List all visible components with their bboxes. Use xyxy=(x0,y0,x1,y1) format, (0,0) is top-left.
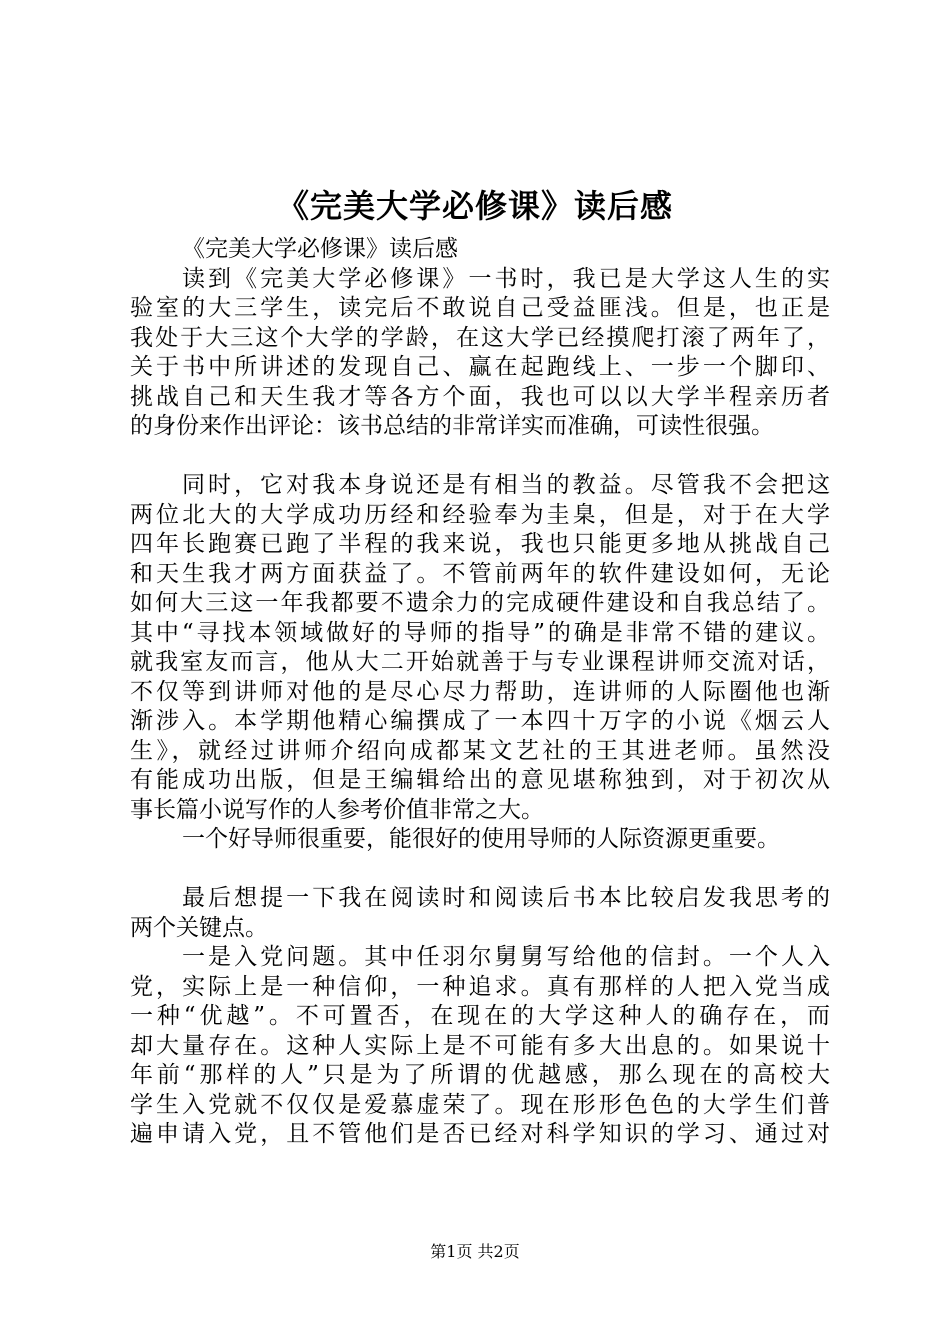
text-line: 渐涉入。本学期他精心编撰成了一本四十万字的小说《烟云人 xyxy=(130,708,830,734)
text-line: 一种“优越”。不可置否，在现在的大学这种人的确存在，而 xyxy=(130,1003,830,1029)
text-line: 年前“那样的人”只是为了所谓的优越感，那么现在的高校大 xyxy=(130,1062,830,1088)
text-line: 有能成功出版，但是王编辑给出的意见堪称独到，对于初次从 xyxy=(130,767,830,793)
text-line: 一个好导师很重要，能很好的使用导师的人际资源更重要。 xyxy=(182,826,780,852)
text-line: 党，实际上是一种信仰，一种追求。真有那样的人把入党当成 xyxy=(130,973,830,1000)
text-line: 两位北大的大学成功历经和经验奉为圭臬，但是，对于在大学 xyxy=(130,501,830,528)
text-line: 不仅等到讲师对他的是尽心尽力帮助，连讲师的人际圈他也渐 xyxy=(130,678,830,705)
text-line: 和天生我才两方面获益了。不管前两年的软件建设如何，无论 xyxy=(130,560,830,587)
text-line: 其中“寻找本领域做好的导师的指导”的确是非常不错的建议。 xyxy=(130,619,830,646)
text-line: 验室的大三学生，读完后不敢说自己受益匪浅。但是，也正是 xyxy=(130,295,830,321)
document-body xyxy=(130,235,830,1150)
text-line: 生》，就经过讲师介绍向成都某文艺社的王其进老师。虽然没 xyxy=(130,737,830,764)
page-footer: 第1页 共2页 xyxy=(430,1242,520,1261)
text-line: 挑战自己和天生我才等各方个面，我也可以以大学半程亲历者 xyxy=(130,383,830,410)
paragraph-gap xyxy=(130,855,830,885)
text-line: 两个关键点。 xyxy=(130,914,268,941)
text-line: 的身份来作出评论：该书总结的非常详实而准确，可读性很强。 xyxy=(130,413,774,439)
text-line: 读到《完美大学必修课》一书时，我已是大学这人生的实 xyxy=(182,265,830,292)
text-line: 最后想提一下我在阅读时和阅读后书本比较启发我思考的 xyxy=(182,885,830,911)
text-line: 如何大三这一年我都要不遗余力的完成硬件建设和自我总结了。 xyxy=(130,590,830,616)
paragraph-gap xyxy=(130,442,830,472)
text-line: 一是入党问题。其中任羽尔舅舅写给他的信封。一个人入 xyxy=(182,944,830,970)
text-line: 同时，它对我本身说还是有相当的教益。尽管我不会把这 xyxy=(182,472,830,498)
text-line: 我处于大三这个大学的学龄，在这大学已经摸爬打滚了两年了， xyxy=(130,324,830,351)
document-title: 《完美大学必修课》读后感 xyxy=(276,187,673,225)
text-line: 却大量存在。这种人实际上是不可能有多大出息的。如果说十 xyxy=(130,1032,830,1059)
text-line: 事长篇小说写作的人参考价值非常之大。 xyxy=(130,796,544,823)
text-line: 《完美大学必修课》读后感 xyxy=(182,236,458,262)
text-line: 四年长跑赛已跑了半程的我来说，我也只能更多地从挑战自己 xyxy=(130,531,830,557)
text-line: 遍申请入党，且不管他们是否已经对科学知识的学习、通过对 xyxy=(130,1121,830,1147)
text-line: 关于书中所讲述的发现自己、赢在起跑线上、一步一个脚印、 xyxy=(130,354,830,380)
text-line: 就我室友而言，他从大二开始就善于与专业课程讲师交流对话， xyxy=(130,649,830,675)
text-line: 学生入党就不仅仅是爱慕虚荣了。现在形形色色的大学生们普 xyxy=(130,1091,830,1118)
